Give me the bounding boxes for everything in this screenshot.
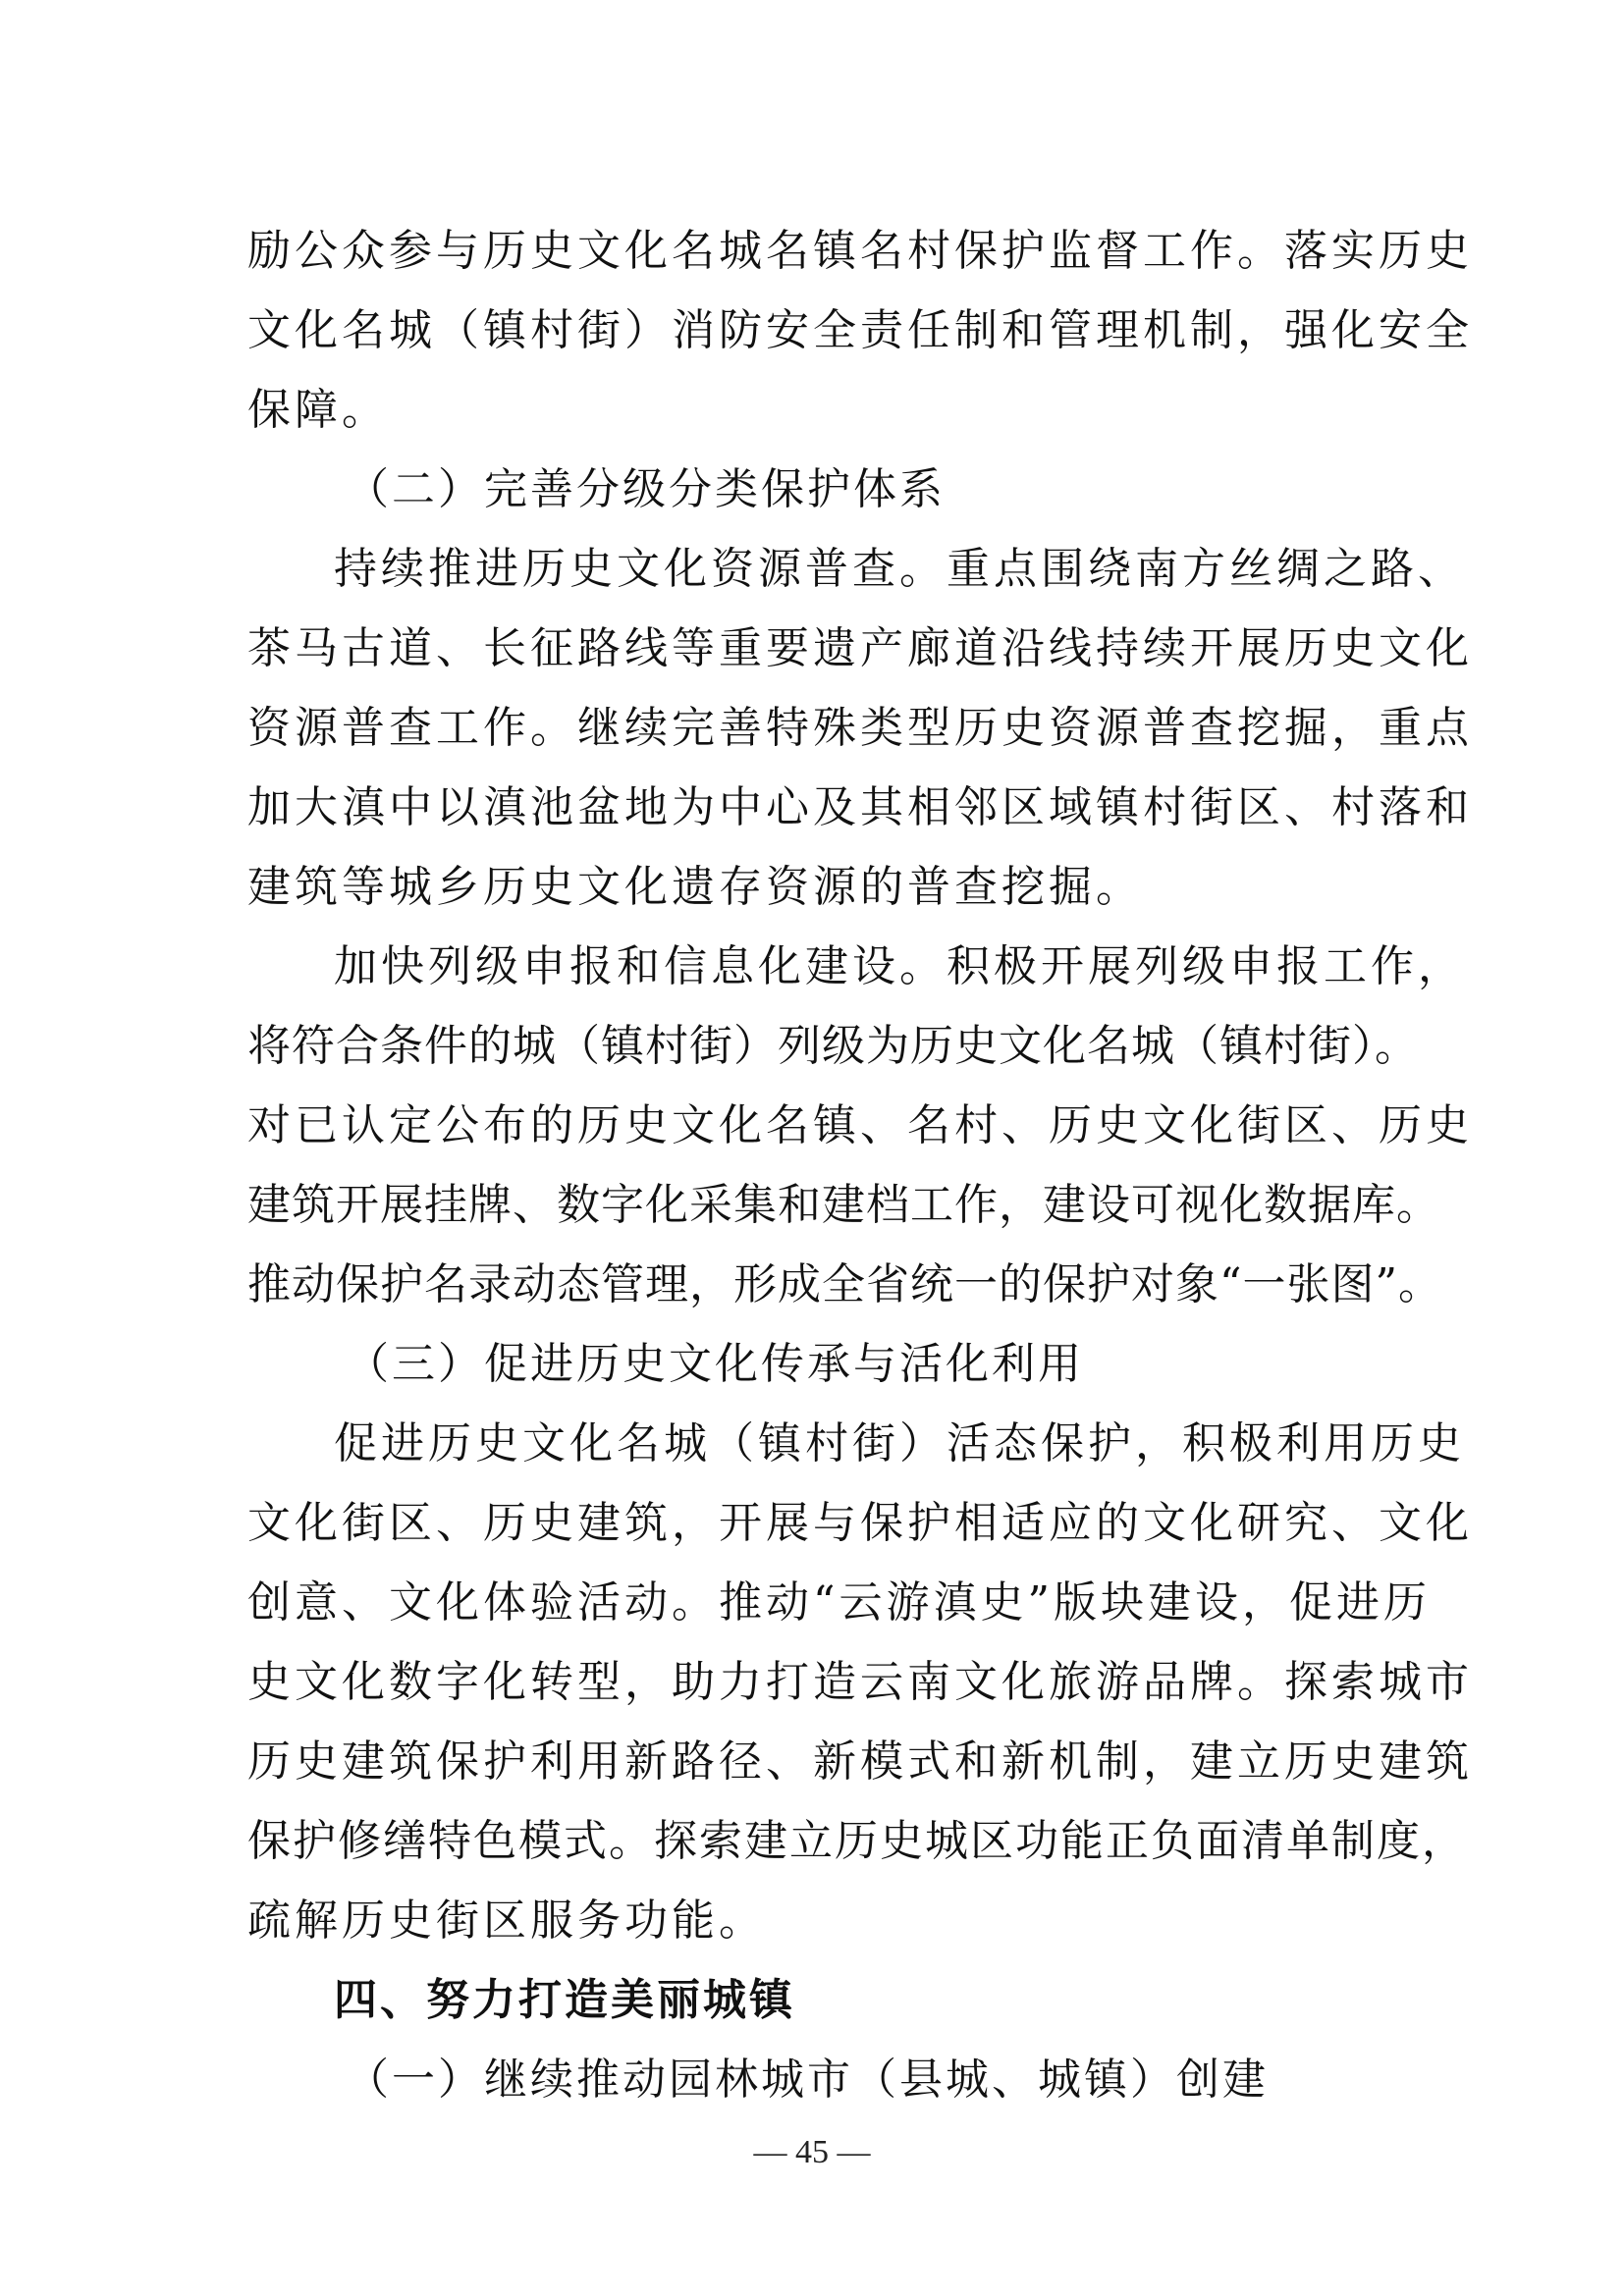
- body-text-line: 文化街区、历史建筑，开展与保护相适应的文化研究、文化: [247, 1498, 1473, 1548]
- section-heading-2: 四、努力打造美丽城镇: [334, 1975, 795, 2025]
- body-text-line: 促进历史文化名城（镇村街）活态保护，积极利用历史: [334, 1418, 1465, 1468]
- body-text-line: 对已认定公布的历史文化名镇、名村、历史文化街区、历史: [247, 1100, 1473, 1150]
- section-heading-3: （二）完善分级分类保护体系: [346, 464, 946, 514]
- body-text-line: 加大滇中以滇池盆地为中心及其相邻区域镇村街区、村落和: [247, 782, 1473, 832]
- body-text-line: 加快列级申报和信息化建设。积极开展列级申报工作，: [334, 941, 1465, 991]
- body-text-line: 保障。: [247, 385, 389, 435]
- section-heading-3: （一）继续推动园林城市（县城、城镇）创建: [346, 2055, 1269, 2105]
- page-number: — 45 —: [753, 2134, 871, 2170]
- body-text-line: 励公众参与历史文化名城名镇名村保护监督工作。落实历史: [247, 226, 1473, 276]
- body-text-line: 创意、文化体验活动。推动“云游滇史”版块建设，促进历: [247, 1577, 1431, 1628]
- body-text-line: 疏解历史街区服务功能。: [247, 1896, 766, 1946]
- body-text-line: 史文化数字化转型，助力打造云南文化旅游品牌。探索城市: [247, 1657, 1473, 1707]
- body-text-line: 茶马古道、长征路线等重要遗产廊道沿线持续开展历史文化: [247, 623, 1473, 673]
- body-text-line: 文化名城（镇村街）消防安全责任制和管理机制，强化安全: [247, 305, 1473, 355]
- section-heading-3: （三）促进历史文化传承与活化利用: [346, 1339, 1084, 1389]
- body-text-line: 建筑等城乡历史文化遗存资源的普查挖掘。: [247, 862, 1143, 912]
- body-text-line: 将符合条件的城（镇村街）列级为历史文化名城（镇村街）。: [247, 1021, 1419, 1071]
- body-text-line: 建筑开展挂牌、数字化采集和建档工作，建设可视化数据库。: [247, 1180, 1440, 1230]
- body-text-line: 持续推进历史文化资源普查。重点围绕南方丝绸之路、: [334, 544, 1465, 594]
- body-text-line: 资源普查工作。继续完善特殊类型历史资源普查挖掘，重点: [247, 703, 1473, 753]
- body-text-line: 保护修缮特色模式。探索建立历史城区功能正负面清单制度，: [247, 1816, 1467, 1866]
- body-text-line: 历史建筑保护利用新路径、新模式和新机制，建立历史建筑: [247, 1736, 1473, 1787]
- body-text-line: 推动保护名录动态管理，形成全省统一的保护对象“一张图”。: [247, 1259, 1442, 1309]
